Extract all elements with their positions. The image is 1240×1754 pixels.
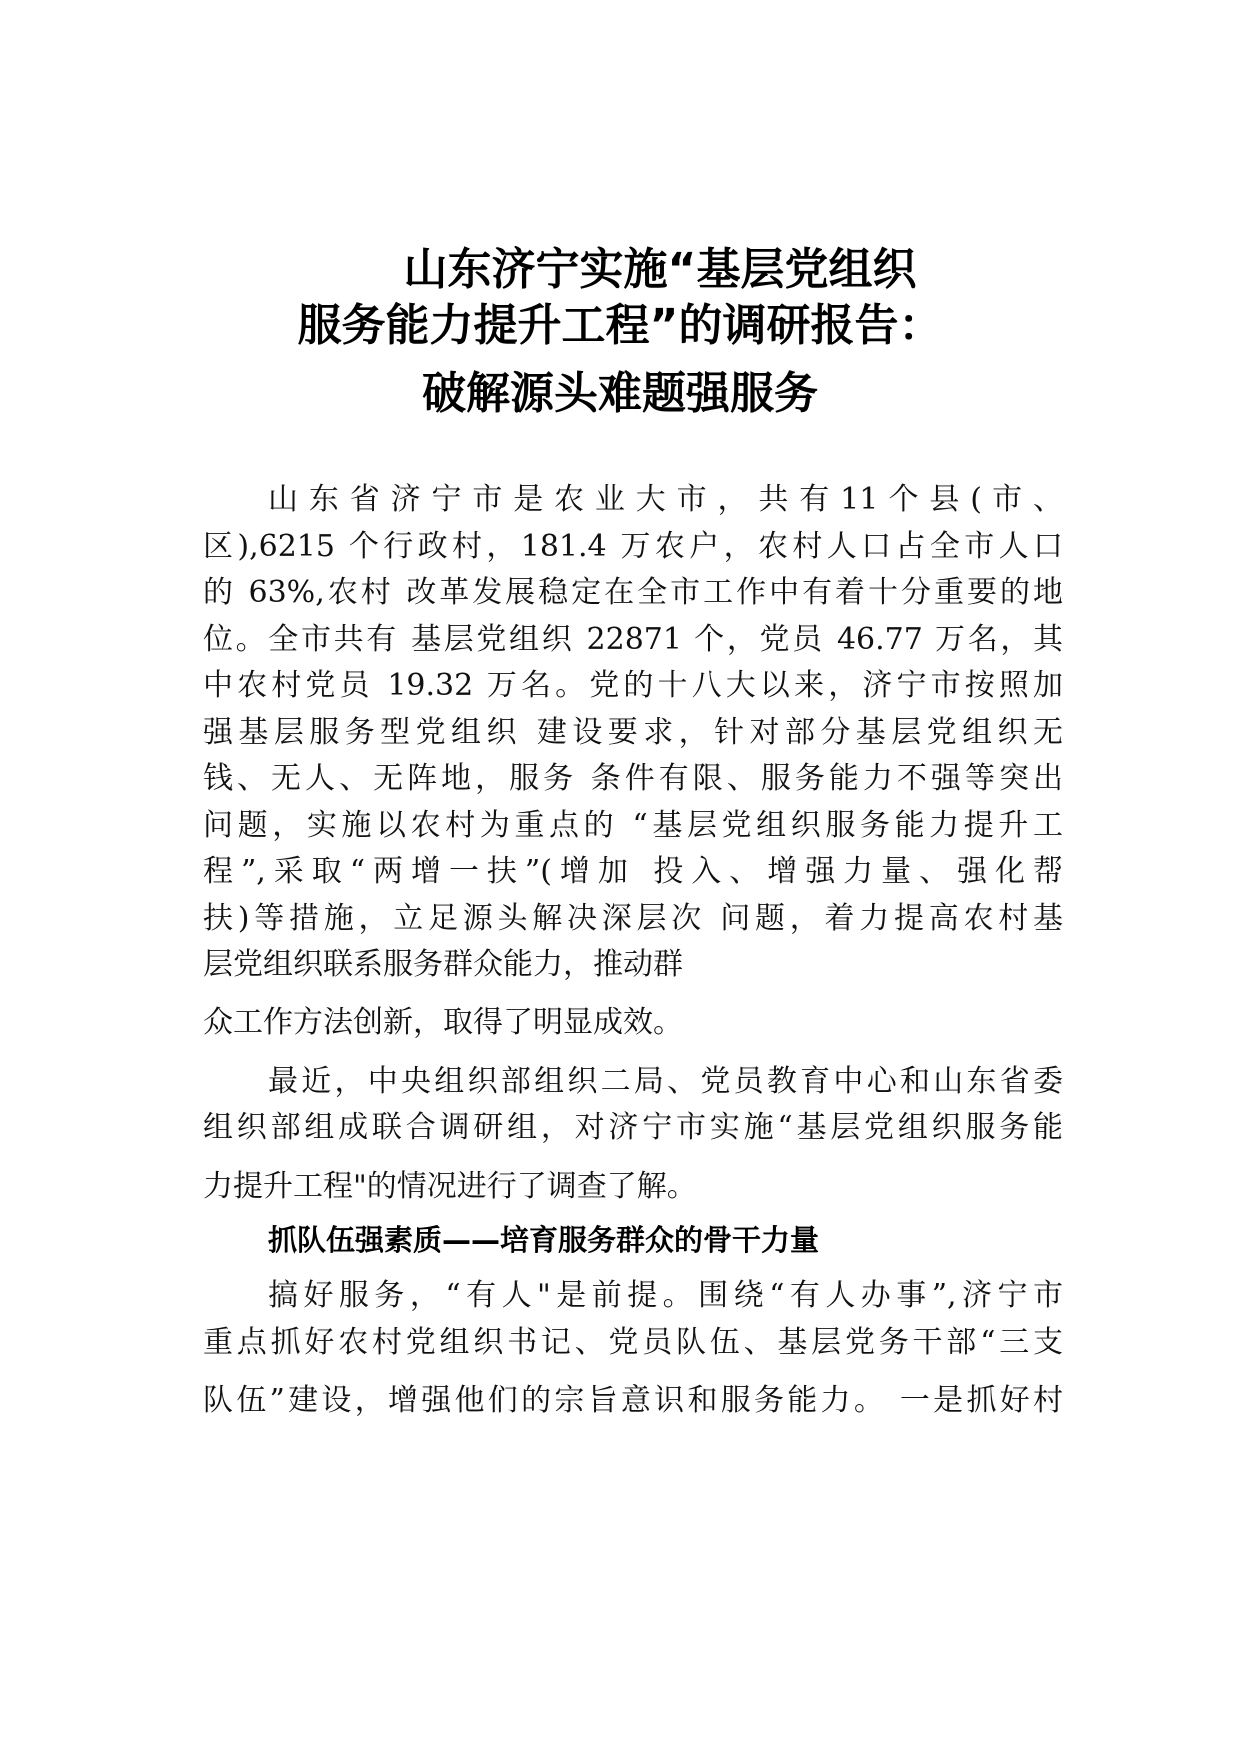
document-title-line-3: 破解源头难题强服务 xyxy=(422,368,818,419)
paragraph-line: 程”,采取“两增一扶”(增加 投入、增强力量、强化帮 xyxy=(203,854,1063,889)
paragraph-line: 最近，中央组织部组织二局、党员教育中心和山东省委 xyxy=(268,1064,1063,1099)
paragraph-line: 搞好服务，“有人"是前提。围绕“有人办事”,济宁市 xyxy=(268,1278,1063,1313)
paragraph-line: 众工作方法创新，取得了明显成效。 xyxy=(203,1005,683,1040)
paragraph-line: 位。全市共有 基层党组织 22871 个，党员 46.77 万名，其 xyxy=(203,622,1063,657)
document-title-line-2: 服务能力提升工程”的调研报告： xyxy=(297,300,943,351)
paragraph-line: 重点抓好农村党组织书记、党员队伍、基层党务干部“三支 xyxy=(203,1325,1063,1360)
section-heading: 抓队伍强素质——培育服务群众的骨干力量 xyxy=(268,1223,820,1257)
paragraph-line: 的 63%,农村 改革发展稳定在全市工作中有着十分重要的地 xyxy=(203,575,1063,610)
paragraph-line: 力提升工程"的情况进行了调查了解。 xyxy=(203,1169,697,1204)
paragraph-line: 层党组织联系服务群众能力，推动群 xyxy=(203,947,683,982)
paragraph-line: 队伍”建设，增强他们的宗旨意识和服务能力。 一是抓好村 xyxy=(203,1383,1063,1418)
paragraph-line: 中农村党员 19.32 万名。党的十八大以来，济宁市按照加 xyxy=(203,668,1063,703)
paragraph-line: 扶)等措施，立足源头解决深层次 问题，着力提高农村基 xyxy=(203,901,1063,936)
paragraph-line: 山 东 省 济 宁 市 是 农 业 大 市 ， 共 有 11 个 县 ( 市 、 xyxy=(268,482,1063,517)
paragraph-line: 强基层服务型党组织 建设要求，针对部分基层党组织无 xyxy=(203,715,1063,750)
paragraph-line: 钱、无人、无阵地，服务 条件有限、服务能力不强等突出 xyxy=(203,761,1063,796)
paragraph-line: 组织部组成联合调研组，对济宁市实施“基层党组织服务能 xyxy=(203,1110,1063,1145)
paragraph-line: 区),6215 个行政村，181.4 万农户，农村人口占全市人口 xyxy=(203,529,1063,564)
document-title-line-1: 山东济宁实施“基层党组织 xyxy=(403,244,917,295)
paragraph-line: 问题，实施以农村为重点的 “基层党组织服务能力提升工 xyxy=(203,808,1063,843)
